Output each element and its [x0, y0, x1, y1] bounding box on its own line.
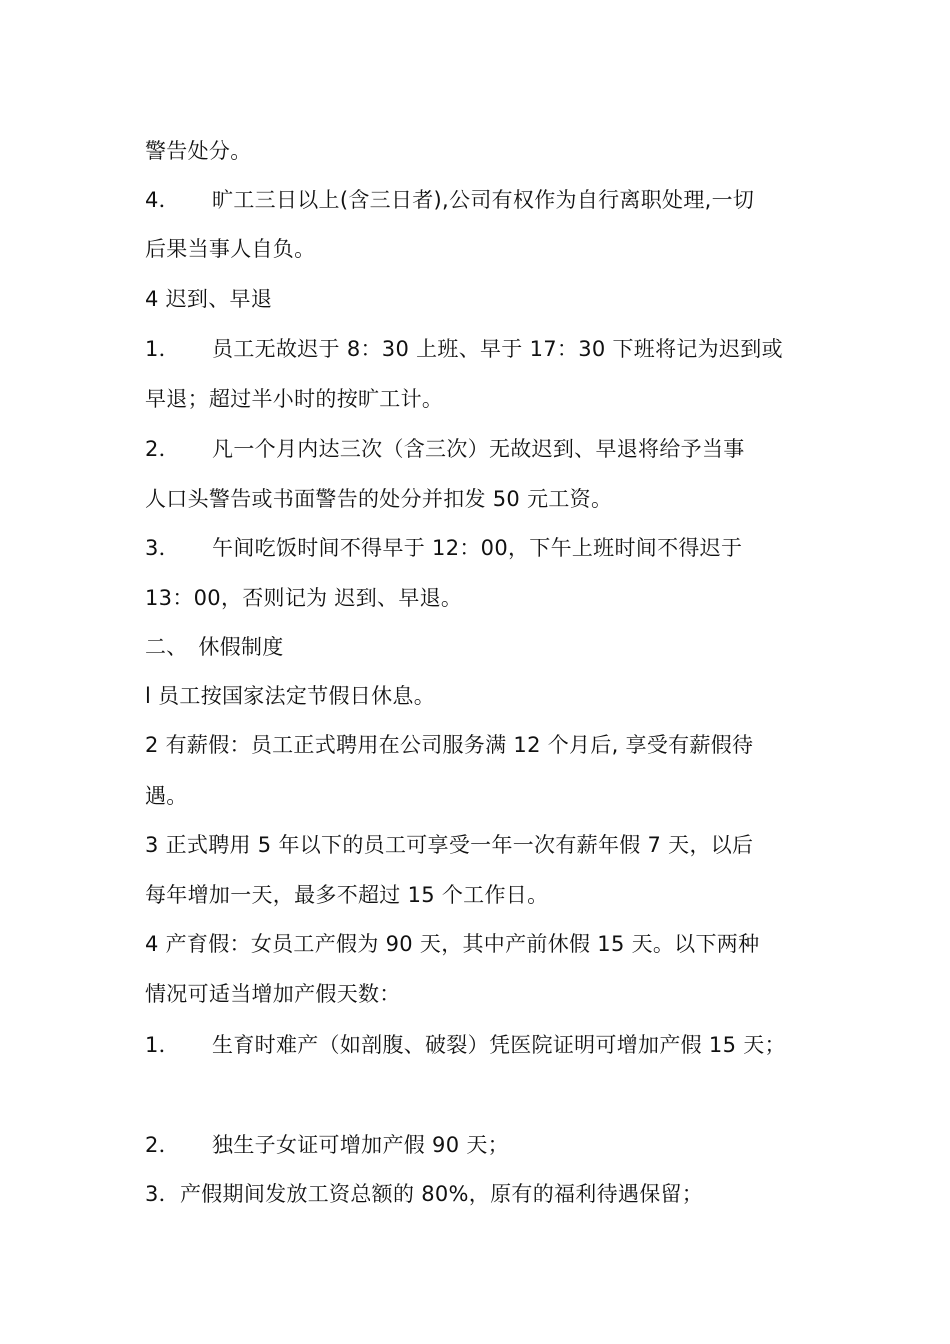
- text-line: 2． 独生子女证可增加产假 90 天；: [145, 1133, 509, 1157]
- text-line: 每年增加一天，最多不超过 15 个工作日。: [145, 883, 549, 907]
- text-line: 13：00，否则记为 迟到、早退。: [145, 586, 463, 610]
- section-heading: 二、 休假制度: [145, 635, 284, 659]
- text-line: 警告处分。: [145, 139, 252, 163]
- text-line: 遇。: [145, 784, 188, 808]
- section-heading: 4 迟到、早退: [145, 287, 273, 311]
- text-line: l 员工按国家法定节假日休息。: [145, 684, 436, 708]
- text-line: 4． 旷工三日以上(含三日者),公司有权作为自行离职处理,一切: [145, 188, 755, 212]
- text-line: 早退；超过半小时的按旷工计。: [145, 387, 444, 411]
- text-line: 3 正式聘用 5 年以下的员工可享受一年一次有薪年假 7 天，以后: [145, 833, 754, 857]
- text-line: 后果当事人自负。: [145, 237, 316, 261]
- text-line: 情况可适当增加产假天数：: [145, 982, 401, 1006]
- text-line: 4 产育假：女员工产假为 90 天，其中产前休假 15 天。以下两种: [145, 932, 760, 956]
- text-line: 2 有薪假：员工正式聘用在公司服务满 12 个月后, 享受有薪假待: [145, 733, 754, 757]
- text-line: 1． 员工无故迟于 8：30 上班、早于 17：30 下班将记为迟到或: [145, 337, 783, 361]
- text-line: 3．产假期间发放工资总额的 80%，原有的福利待遇保留；: [145, 1182, 704, 1206]
- text-line: 2． 凡一个月内达三次（含三次）无故迟到、早退将给予当事: [145, 437, 745, 461]
- text-line: 1． 生育时难产（如剖腹、破裂）凭医院证明可增加产假 15 天；: [145, 1033, 786, 1057]
- text-line: 3． 午间吃饭时间不得早于 12：00，下午上班时间不得迟于: [145, 536, 743, 560]
- text-line: 人口头警告或书面警告的处分并扣发 50 元工资。: [145, 487, 613, 511]
